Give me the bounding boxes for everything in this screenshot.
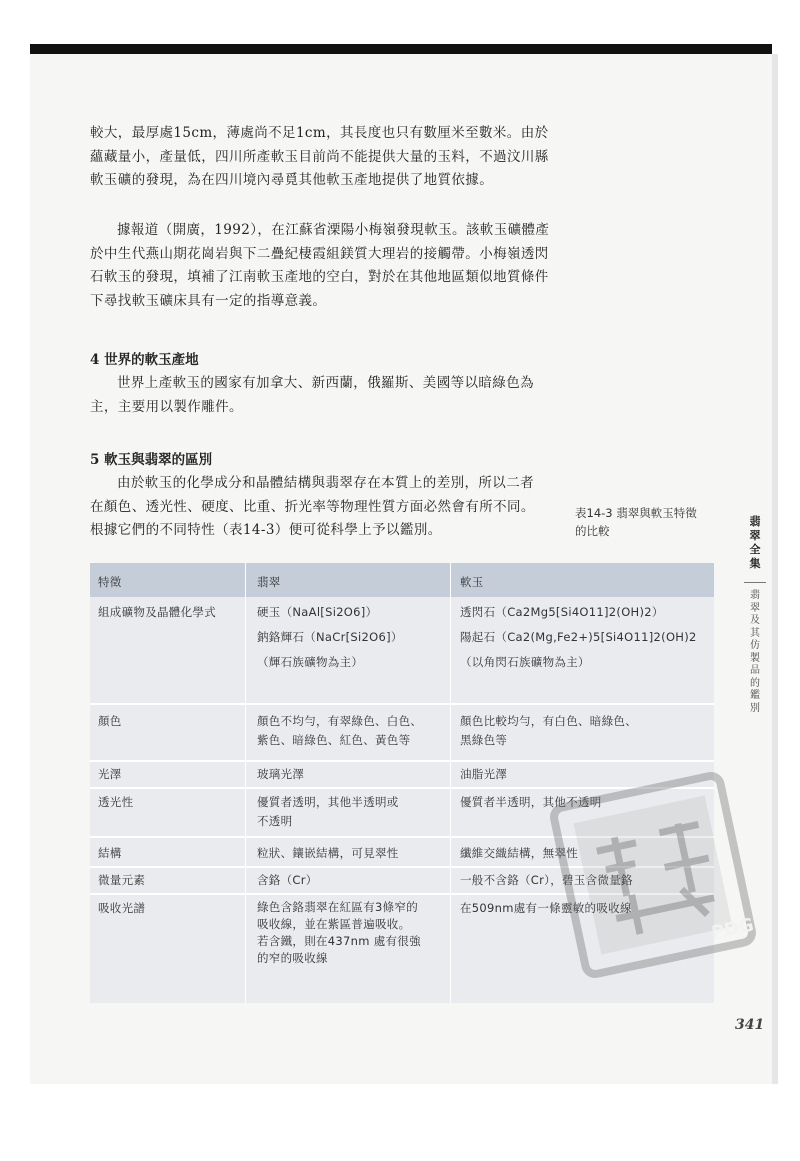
jadeite-cell [257, 793, 399, 831]
nephrite-cell: 纖維交織結構，無翠性 [460, 846, 578, 860]
nephrite-cell: 在509nm處有一條靈敏的吸收線 [460, 901, 632, 915]
cell-line: 的窄的吸收線 [257, 951, 328, 965]
feature-cell: 透光性 [98, 795, 134, 809]
cell-line: （輝石族礦物為主） [257, 655, 364, 669]
nephrite-cell: 優質者半透明，其他不透明 [460, 795, 602, 809]
feature-cell: 結構 [98, 846, 122, 860]
jadeite-cell [257, 603, 403, 672]
row-divider [90, 703, 714, 705]
paragraph-jiangsu: 據報道（開廣，1992），在江蘇省溧陽小梅嶺發現軟玉。該軟玉礦體產於中生代燕山期花崗岩與下二疊紀棲霞組鎂質大理岩的接觸帶。小梅嶺透閃石軟玉的發現，填補了江南軟玉產地的空白，對於在其他地區類似地質條件下尋找軟玉礦床具有一定的指導意義。 [90, 222, 550, 309]
cell-line: 顏色比較均勻，有白色、暗綠色、 [460, 714, 637, 728]
jadeite-cell [257, 712, 422, 750]
cell-line: 紫色、暗綠色、紅色、黃色等 [257, 733, 411, 747]
cell-line: 顏色不均勻，有翠綠色、白色、 [257, 714, 423, 728]
page-edge [772, 54, 778, 1084]
row-divider [90, 760, 714, 762]
side-divider [744, 582, 766, 583]
cell-line: 若含鐵，則在437nm 處有很強 [257, 934, 421, 948]
cell-line: 透閃石（Ca2Mg5[Si4O11]2(OH)2） [460, 605, 664, 619]
page-number: 341 [735, 1017, 765, 1033]
side-chapter-title: 翡翠及其仿製品的鑑別 [750, 590, 760, 714]
cell-line: 吸收線，並在紫區普遍吸收。 [257, 917, 411, 931]
table-header-row [90, 563, 714, 597]
cell-line: 硬玉（NaAl[Si2O6]） [257, 605, 378, 619]
cell-line: 優質者透明，其他半透明或 [257, 795, 399, 809]
cell-line: 綠色含鉻翡翠在紅區有3條窄的 [257, 900, 419, 914]
scan-top-border [30, 44, 772, 54]
paragraph-difference: 由於軟玉的化學成分和晶體結構與翡翠存在本質上的差別，所以二者在顏色、透光性、硬度、比重、折光率等物理性質方面必然會有所不同。根據它們的不同特性（表14-3）便可從科學上予以鑑別。 [90, 475, 535, 538]
jadeite-cell: 粒狀、鑲嵌結構，可見翠性 [257, 846, 399, 860]
feature-cell: 顏色 [98, 714, 122, 728]
nephrite-cell [460, 712, 637, 750]
column-divider [245, 563, 246, 1003]
cell-line: 陽起石（Ca2(Mg,Fe2+)5[Si4O11]2(OH)2 [460, 630, 697, 644]
nephrite-cell: 油脂光澤 [460, 767, 508, 781]
jadeite-cell: 玻璃光澤 [257, 767, 305, 781]
side-book-title: 翡翠全集 [749, 515, 761, 570]
section-heading-world: 4 世界的軟玉產地 [90, 352, 199, 368]
cell-line: 不透明 [257, 814, 293, 828]
cell-line: 黑綠色等 [460, 733, 508, 747]
header-feature: 特徵 [98, 575, 122, 589]
library-seal-watermark [548, 770, 758, 980]
nephrite-cell [460, 603, 697, 672]
feature-cell: 組成礦物及晶體化學式 [98, 605, 216, 619]
jadeite-cell [257, 899, 421, 967]
nephrite-cell: 一般不含鉻（Cr），碧玉含微量鉻 [460, 873, 633, 887]
jadeite-cell: 含鉻（Cr） [257, 873, 318, 887]
caption-line: 的比較 [575, 524, 610, 538]
paragraph-world: 世界上產軟玉的國家有加拿大、新西蘭，俄羅斯、美國等以暗綠色為主，主要用以製作雕件。 [90, 375, 534, 415]
paragraph-sichuan: 較大，最厚處15cm，薄處尚不足1cm，其長度也只有數厘米至數米。由於蘊藏量小，產量低，四川所產軟玉目前尚不能提供大量的玉料，不過汶川縣軟玉礦的發現，為在四川境內尋覓其他軟玉產地提供了地質依據。 [90, 125, 549, 188]
header-nephrite: 軟玉 [460, 575, 484, 589]
table-caption [575, 504, 715, 540]
feature-cell: 光澤 [98, 767, 122, 781]
column-divider [450, 563, 451, 1003]
feature-cell: 微量元素 [98, 873, 146, 887]
cell-line: （以角閃石族礦物為主） [460, 655, 590, 669]
header-jadeite: 翡翠 [257, 575, 281, 589]
cell-line: 鈉鉻輝石（NaCr[Si2O6]） [257, 630, 403, 644]
watermark-text: PDG [709, 914, 756, 944]
feature-cell: 吸收光譜 [98, 901, 146, 915]
section-heading-difference: 5 軟玉與翡翠的區別 [90, 452, 213, 468]
caption-line: 表14-3 翡翠與軟玉特徵 [575, 506, 697, 520]
